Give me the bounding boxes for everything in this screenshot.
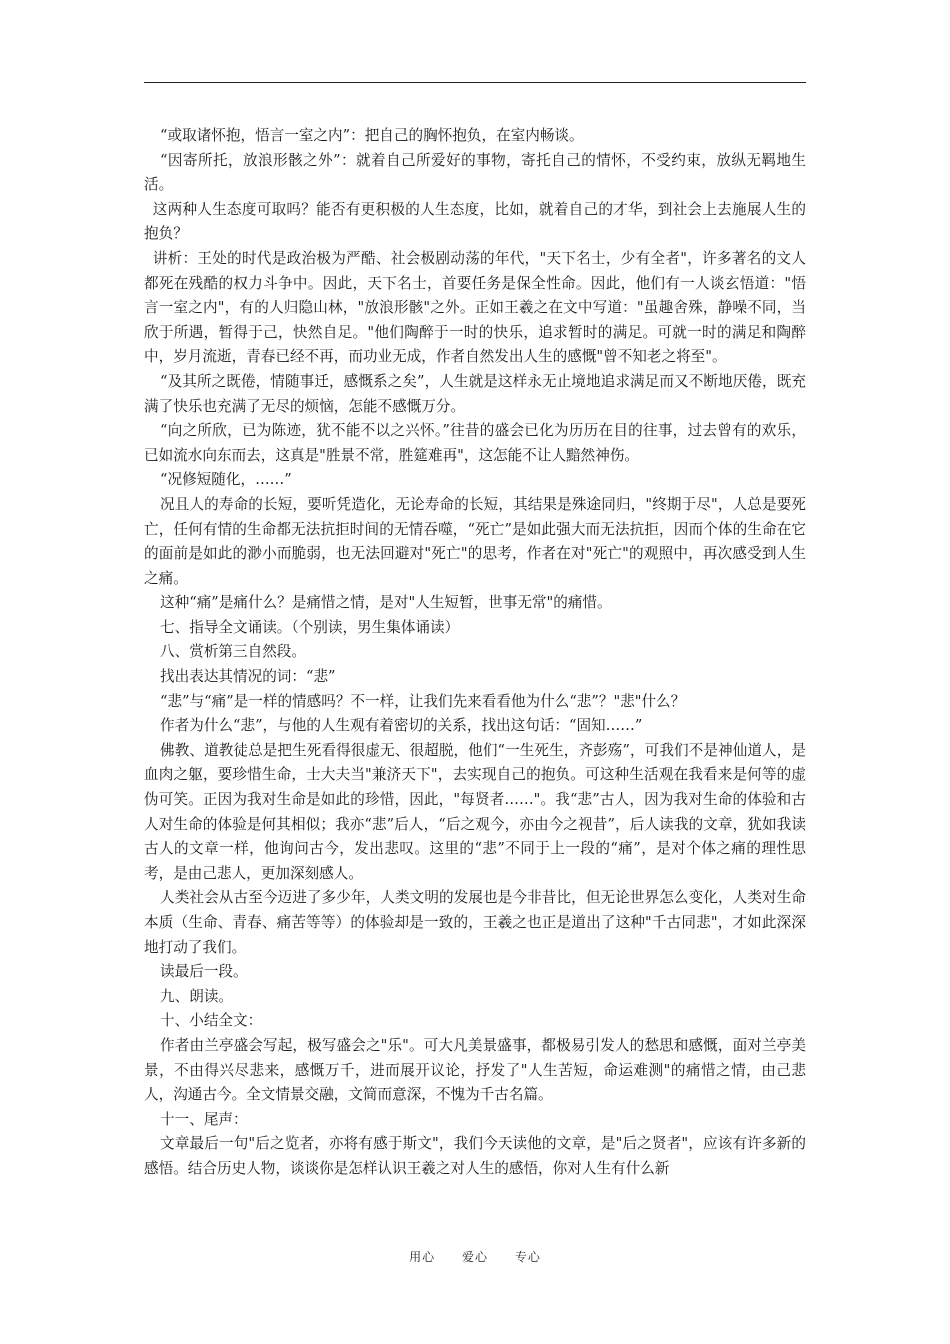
paragraph: 找出表达其情况的词：“悲” [160, 668, 336, 686]
page-footer [0, 1248, 950, 1265]
document-body [144, 124, 806, 1182]
paragraph: 这两种人生态度可取吗？能否有更积极的人生态度，比如，就着自己的才华，到社会上去施展人生的抱负？ [144, 200, 806, 243]
paragraph: 佛教、道教徒总是把生死看得很虚无、很超脱，他们“一生死生，齐彭殇”，可我们不是神仙道人，是血肉之躯，要珍惜生命，士大夫当"兼济天下"，去实现自己的抱负。可这种生活观在我看来是何等的虚伪可笑。正因为我对生命是如此的珍惜，因此，"每贤者……"。我“悲”古人，因为我对生命的体验和古人对生命的体验是何其相似；我亦“悲”后人，“后之观今，亦由今之视昔”，后人读我的文章，犹如我读古人的文章一样，他询问古今，发出悲叹。这里的“悲”不同于上一段的“痛”，是对个体之痛的理性思考，是由己悲人，更加深刻感人。 [144, 741, 806, 882]
paragraph: “因寄所托，放浪形骸之外”：就着自己所爱好的事物，寄托自己的情怀，不受约束，放纵无羁地生活。 [144, 151, 806, 194]
paragraph: 作者由兰亭盛会写起，极写盛会之"乐"。可大凡美景盛事，都极易引发人的愁思和感慨，面对兰亭美景，不由得兴尽悲来，感慨万千，进而展开议论，抒发了"人生苦短，命运难测"的痛惜之情，由己悲人，沟通古今。全文情景交融，文简而意深，不愧为千古名篇。 [144, 1036, 806, 1104]
footer-text: 爱心 [461, 1250, 488, 1264]
footer-text: 用心 [409, 1250, 436, 1264]
paragraph: 读最后一段。 [160, 963, 248, 981]
section-heading: 八、赏析第三自然段。 [160, 643, 306, 661]
paragraph: 人类社会从古至今迈进了多少年，人类文明的发展也是今非昔比，但无论世界怎么变化，人类对生命本质（生命、青春、痛苦等等）的体验却是一致的，王羲之也正是道出了这种"千古同悲"，才如此深深地打动了我们。 [144, 889, 806, 956]
paragraph: “况修短随化，……” [160, 471, 292, 489]
paragraph: 况且人的寿命的长短，要听凭造化，无论寿命的长短，其结果是殊途同归，"终期于尽"，人总是要死亡，任何有情的生命都无法抗拒时间的无情吞噬，“死亡”是如此强大而无法抗拒，因而个体的生命在它的面前是如此的渺小而脆弱，也无法回避对"死亡"的思考，作者在对"死亡"的观照中，再次感受到人生之痛。 [144, 495, 806, 587]
paragraph: “悲”与“痛”是一样的情感吗？不一样，让我们先来看看他为什么“悲”？"悲"什么？ [160, 692, 686, 710]
header-rule [144, 82, 806, 83]
section-heading: 十一、尾声： [160, 1110, 248, 1128]
section-heading: 七、指导全文诵读。（个别读，男生集体诵读） [160, 618, 460, 636]
paragraph: “及其所之既倦，情随事迁，感慨系之矣”，人生就是这样永无止境地追求满足而又不断地厌倦，既充满了快乐也充满了无尽的烦恼，怎能不感慨万分。 [144, 372, 806, 415]
paragraph: 这种“痛”是痛什么？是痛惜之情，是对"人生短暂，世事无常"的痛惜。 [160, 594, 612, 612]
section-heading: 九、朗读。 [160, 987, 234, 1005]
paragraph: 讲析：王处的时代是政治极为严酷、社会极剧动荡的年代，"天下名士，少有全者"，许多著名的文人都死在残酷的权力斗争中。因此，天下名士，首要任务是保全性命。因此，他们有一人谈玄悟道："悟言一室之内"，有的人归隐山林，"放浪形骸"之外。正如王羲之在文中写道："虽趣舍殊，静噪不同，当欣于所遇，暂得于己，快然自足。"他们陶醉于一时的快乐，追求暂时的满足。可就一时的满足和陶醉中，岁月流逝，青春已经不再，而功业无成，作者自然发出人生的感慨"曾不知老之将至"。 [144, 249, 806, 366]
section-heading: 十、小结全文： [160, 1012, 263, 1030]
paragraph: “或取诸怀抱，悟言一室之内”：把自己的胸怀抱负，在室内畅谈。 [160, 127, 584, 144]
footer-text: 专心 [514, 1250, 541, 1264]
paragraph: “向之所欣，已为陈迹，犹不能不以之兴怀。”往昔的盛会已化为历历在目的往事，过去曾有的欢乐，已如流水向东而去，这真是"胜景不常，胜筵难再"，这怎能不让人黯然神伤。 [144, 422, 806, 464]
paragraph: 作者为什么“悲”，与他的人生观有着密切的关系，找出这句话：“固知……” [160, 717, 643, 735]
paragraph: 文章最后一句"后之览者，亦将有感于斯文"，我们今天读他的文章，是"后之贤者"，应该有许多新的感悟。结合历史人物，谈谈你是怎样认识王羲之对人生的感悟，你对人生有什么新 [144, 1135, 806, 1177]
